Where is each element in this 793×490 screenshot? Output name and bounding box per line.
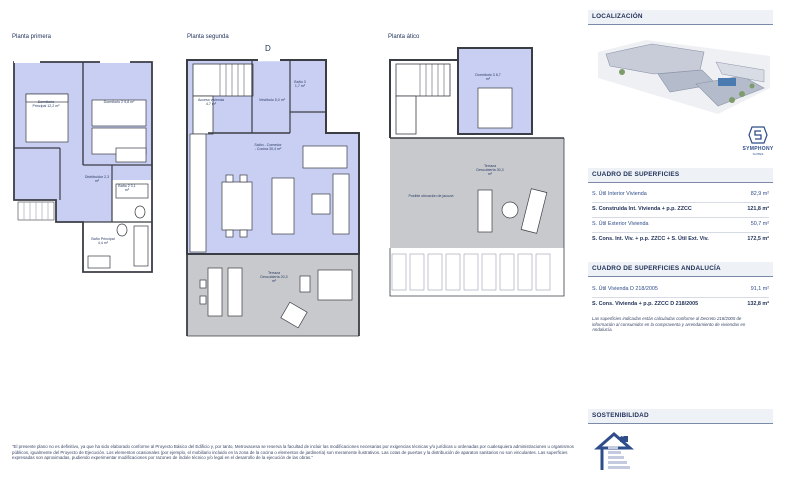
sustainability-header: [588, 409, 773, 424]
andalucia-label: S. Cons. Vivienda + p.p. ZZCC D 218/2005: [592, 301, 699, 307]
andalucia-value: 132,8 m²: [747, 301, 769, 307]
location-render: [592, 30, 772, 120]
brand-name: SYMPHONY: [742, 146, 774, 152]
surface-row: [592, 191, 769, 202]
surface-label: S. Cons. Int. Viv. + p.p. ZZCC + S. Útil Ext. Viv.: [592, 236, 709, 242]
divider: [592, 297, 769, 298]
divider: [592, 217, 769, 218]
andalucia-label: S. Útil Vivienda D 218/2005: [592, 286, 658, 292]
brand-sub: SUITES: [752, 152, 764, 156]
location-header: [588, 10, 773, 25]
surface-row: [592, 236, 769, 247]
room-label-dormitorio-3: Dormitorio 3 8,7 m²: [475, 73, 501, 82]
surface-label: S. Útil Interior Vivienda: [592, 191, 647, 197]
room-label-terraza-atico: Terraza Descubierta 30,3 m²: [476, 164, 504, 177]
room-label-bano2: Baño 2 3,1 m²: [118, 184, 136, 193]
room-label-dormitorio-principal: Dormitorio Principal 12,2 m²: [32, 100, 60, 109]
symphony-logo-icon: [748, 126, 768, 144]
disclaimer-text: "El presente plano no es definitivo, ya que ha sido elaborado conforme al Proyecto Básico del Edificio y, por tanto, Metrovacesa se reserva la facultad de incluir las modificaciones necesarias por exigencias técnicas y/o jurídicas u ordenadas por cualesquiera administraciones u organismos públicos, igualmente del Proyecto de Ejecución. Los elementos ocasionales (por ejemplo, el mobiliario incluido en la zona de la cocina o elementos de jardinería) son meramente ilustrativos. Las cotas de puertas y la distribución de aparatos sanitarios no son vinculantes. Las superficies expresadas son aproximadas, pudiendo experimentar modificaciones por razones de índole técnico y/o legal en el desarrollo de la ejecución de las obras.": [12, 444, 574, 461]
room-label-acceso: Acceso vivienda 4,7 m²: [198, 98, 224, 107]
divider: [592, 232, 769, 233]
surface-value: 50,7 m²: [750, 221, 769, 227]
surfaces-note: Las superficies indicadas están calculadas conforme al Decreto 218/2005 de información al consumidor en la compraventa y arrendamiento de viviendas en Andalucía.: [592, 316, 746, 333]
surface-row: [592, 221, 769, 232]
location-title: LOCALIZACIÓN: [592, 13, 643, 20]
surface-label: S. Construida Int. Vivienda + p.p. ZZCC: [592, 206, 692, 212]
plan-title-floor2: Planta segunda: [187, 34, 229, 40]
plan-floor1: [14, 62, 152, 272]
andalucia-header: [588, 262, 773, 277]
room-label-terraza-segunda: Terraza Descubierta 20,3 m²: [260, 271, 288, 284]
room-label-aseo: Baño 3 1,7 m²: [294, 80, 306, 89]
entrance-marker: D: [265, 44, 271, 53]
plan-title-floor1: Planta primera: [12, 34, 52, 40]
room-label-vestibulo: Vestíbulo 5,0 m²: [259, 98, 285, 102]
divider: [592, 202, 769, 203]
surfaces-header: [588, 168, 773, 183]
sidebar: [584, 0, 793, 490]
room-label-salon: Salón - Comedor - Cocina 30,4 m²: [254, 143, 282, 152]
surfaces-title: CUADRO DE SUPERFICIES: [592, 171, 680, 178]
andalucia-row: [592, 301, 769, 312]
surface-value: 172,5 m²: [747, 236, 769, 242]
andalucia-value: 91,1 m²: [750, 286, 769, 292]
room-label-distribuidor: Distribuidor 2,3 m²: [84, 175, 110, 184]
plan-title-attic: Planta ático: [388, 34, 420, 40]
energy-class-label: A: [620, 433, 624, 439]
room-label-jacuzzi: Posible ubicación de jacuzzi: [408, 194, 454, 198]
surface-value: 82,9 m²: [750, 191, 769, 197]
surface-label: S. Útil Exterior Vivienda: [592, 221, 649, 227]
surface-row: [592, 206, 769, 217]
room-label-dormitorio-2: Dormitorio 2 9,8 m²: [103, 100, 135, 104]
sustainability-title: SOSTENIBILIDAD: [592, 412, 649, 419]
energy-house-icon: [594, 430, 640, 472]
room-label-bano-principal: Baño Principal 4,4 m²: [91, 237, 115, 246]
surface-value: 121,8 m²: [747, 206, 769, 212]
andalucia-title: CUADRO DE SUPERFICIES ANDALUCÍA: [592, 265, 721, 272]
andalucia-row: [592, 286, 769, 297]
